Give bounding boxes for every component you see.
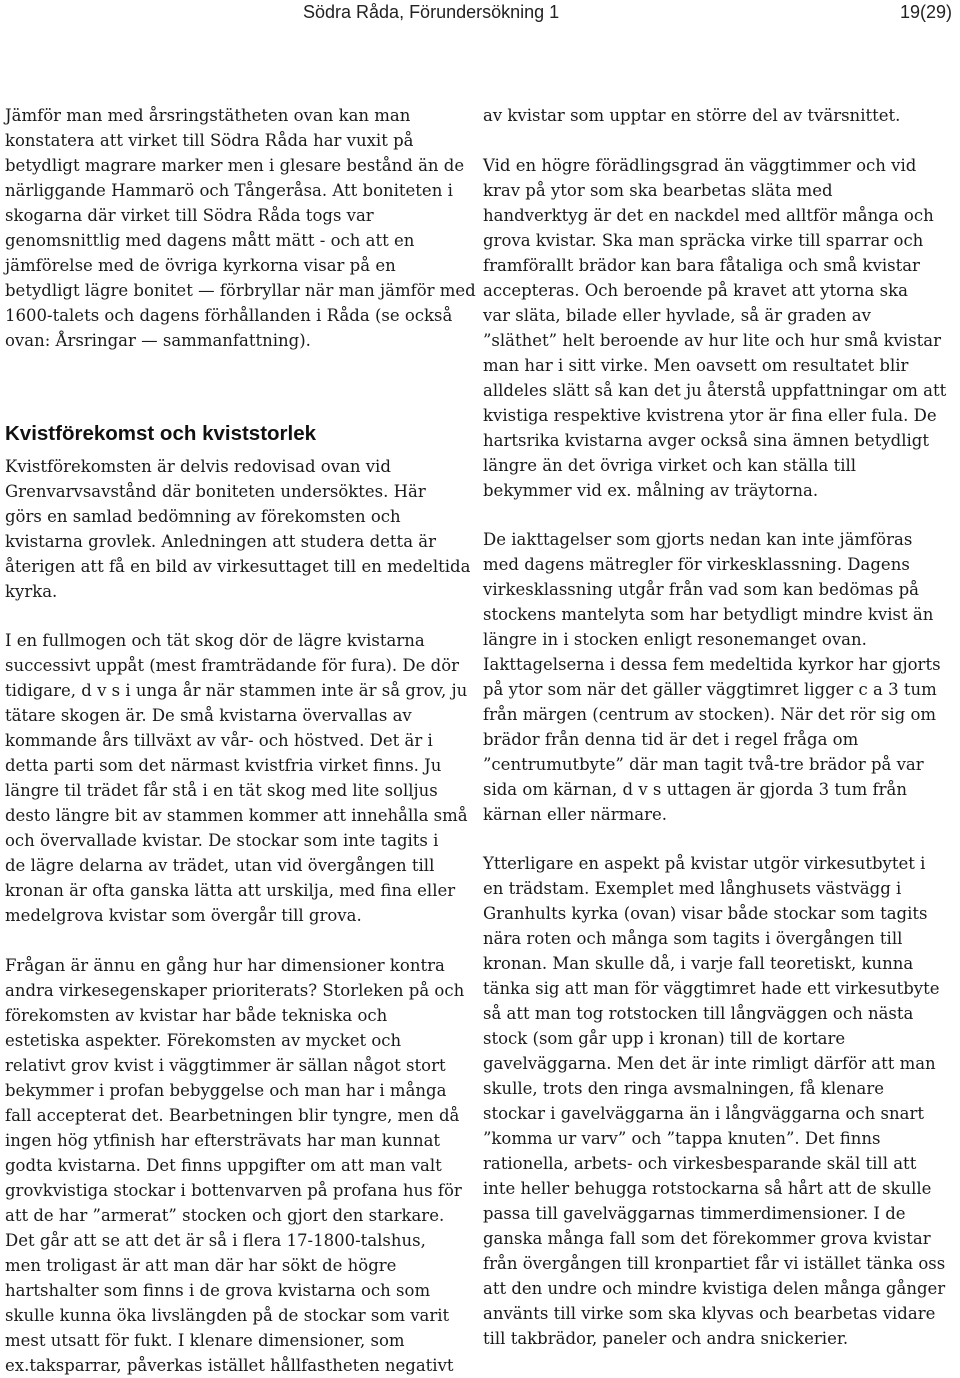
paragraph: Kvistförekomsten är delvis redovisad ovan vid Grenvarvsavstånd där boniteten undersöktes. Här görs en samlad bedömning av förekomsten och kvistarna grovlek. Anledningen att studera detta är återigen att få en bild av virkesuttaget till en medeltida kyrka. <box>5 457 471 601</box>
section-heading: Kvistförekomst och kviststorlek <box>5 422 317 445</box>
paragraph: av kvistar som upptar en större del av tvärsnittet. <box>483 106 901 125</box>
page-number: 19(29) <box>899 2 952 22</box>
paragraph: Frågan är ännu en gång hur har dimensioner kontra andra virkesegenskaper prioriterats? Storleken på och förekomsten av kvistar har både tekniska och estetiska aspekter. Förekomsten av mycket och relativt grov kvist i väggtimmer är sällan något stort bekymmer i profan bebyggelse och man har i många fall accepterat det. Bearbetningen blir tyngre, men då ingen hög ytfinish har eftersträvats har man kunnat godta kvistarna. Det finns uppgifter om att man valt grovkvistiga stockar i bottenvarven på profana hus för att de har ”armerat” stocken och gjort den starkare. Det går att se att det är så i flera 17-1800-talshus, men troligast är att man där har sökt de högre hartshalter som finns i de grova kvistarna och som skulle kunna öka livslängden på de stockar som varit mest utsatt för fukt. I klenare dimensioner, som ex.taksparrar, påverkas istället hållfastheten negativt <box>5 956 465 1375</box>
paragraph: Ytterligare en aspekt på kvistar utgör virkesutbytet i en trädstam. Exemplet med långhusets västvägg i Granhults kyrka (ovan) visar både stockar som tagits nära roten och många som tagits i övergången till kronan. Man skulle då, i varje fall teoretiskt, kunna tänka sig att man för väggtimret hade ett virkesutbyte så att man tog rotstocken till långväggen och nästa stock (som går upp i kronan) till de kortare gavelväggarna. Men det är inte rimligt därför att man skulle, trots den ringa avsmalningen, få klenare stockar i gavelväggarna än i långväggarna och snart ”komma ur varv” och ”tappa knuten”. Det finns rationella, arbets- och virkesbesparande skäl till att inte heller behugga rotstockarna så hårt att de skulle passa till gavelväggarnas timmerdimensioner. I de ganska många fall som det förekommer grova kvistar från övergången till kronpartiet får vi istället tänka oss att den undre och mindre kvistiga delen många gånger använts till virke som ska klyvas och bearbetas vidare till takbrädor, paneler och andra snickerier. <box>483 854 946 1348</box>
document-title: Södra Råda, Förundersökning 1 <box>303 2 560 22</box>
page-header <box>0 0 960 28</box>
paragraph: I en fullmogen och tät skog dör de lägre kvistarna successivt uppåt (mest framträdande för fura). De dör tidigare, d v s i unga år när stammen inte är så grov, ju tätare skogen är. De små kvistarna övervallas av kommande års tillväxt av vår- och höstved. Det är i detta parti som det närmast kvistfria virket finns. Ju längre til trädet får stå i en tät skog med lite solljus desto längre bit av stammen kommer att innehålla små och övervallade kvistar. De stockar som inte tagits i de lägre delarna av trädet, utan vid övergången till kronan är ofta ganska lätta att urskilja, med fina eller medelgrova kvistar som övergår till grova. <box>5 631 468 925</box>
paragraph: De iakttagelser som gjorts nedan kan inte jämföras med dagens mätregler för virkesklassning. Dagens virkesklassning utgår från vad som kan bedömas på stockens mantelyta som har betydligt mindre kvist än längre in i stocken enligt resonemanget ovan. Iakttagelserna i dessa fem medeltida kyrkor har gjorts på ytor som när det gäller väggtimret ligger c a 3 tum från märgen (centrum av stocken). När det rör sig om brädor från denna tid är det i regel fråga om ”centrumutbyte” där man tagit två-tre brädor på var sida om kärnan, d v s uttagen är gjorda 3 tum från kärnan eller närmare. <box>483 530 941 824</box>
paragraph: Vid en högre förädlingsgrad än väggtimmer och vid krav på ytor som ska bearbetas släta med handverktyg är det en nackdel med alltför många och grova kvistar. Ska man spräcka virke till sparrar och framförallt brädor kan bara fåtaliga och små kvistar accepteras. Och beroende på kravet att ytorna ska var släta, bilade eller hyvlade, så är graden av ”släthet” helt beroende av hur lite och hur små kvistar man har i sitt virke. Men oavsett om resultatet blir alldeles slätt så kan det ju återstå uppfattningar om att kvistiga respektive kvistrena ytor är fina eller fula. De hartsrika kvistarna avger också sina ämnen betydligt längre än det övriga virket och kan ställa till bekymmer vid ex. målning av träytorna. <box>483 156 947 500</box>
paragraph: Jämför man med årsringstätheten ovan kan man konstatera att virket till Södra Råda har vuxit på betydligt magrare marker men i glesare bestånd än de närliggande Hammarö och Tångeråsa. Att boniteten i skogarna där virket till Södra Råda togs var genomsnittlig med dagens mått mätt - och att en jämförelse med de övriga kyrkorna visar på en betydligt lägre bonitet — förbryllar när man jämför med 1600-talets och dagens förhållanden i Råda (se också ovan: Årsringar — sammanfattning). <box>5 106 476 350</box>
